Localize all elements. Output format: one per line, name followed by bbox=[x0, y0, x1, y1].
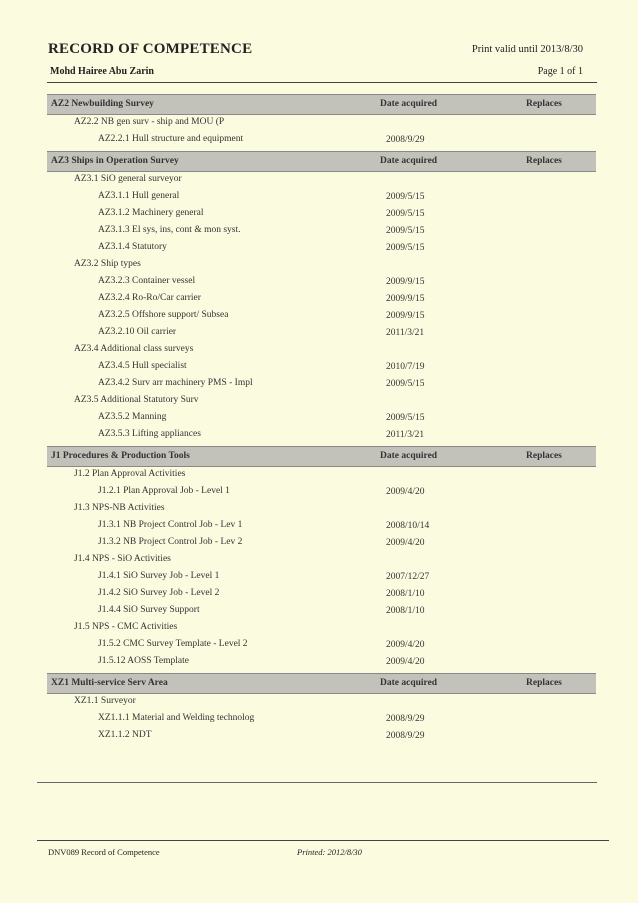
competence-label: AZ3.5.3 Lifting appliances bbox=[98, 429, 201, 439]
competence-item bbox=[47, 728, 596, 745]
date-acquired: 2009/4/20 bbox=[386, 538, 425, 548]
competence-label: AZ3.2.5 Offshore support/ Subsea bbox=[98, 310, 229, 320]
competence-item bbox=[47, 535, 596, 552]
competence-label: AZ2.2 NB gen surv - ship and MOU (P bbox=[74, 117, 225, 127]
replaces-header: Replaces bbox=[526, 99, 562, 109]
competence-label: AZ3.2 Ship types bbox=[74, 259, 141, 269]
date-acquired: 2008/10/14 bbox=[386, 521, 430, 531]
date-acquired-header: Date acquired bbox=[380, 99, 438, 109]
competence-label: J1.4.1 SiO Survey Job - Level 1 bbox=[98, 571, 220, 581]
competence-item bbox=[47, 189, 596, 206]
competence-item bbox=[47, 291, 596, 308]
section-header bbox=[47, 673, 596, 694]
competence-item bbox=[47, 586, 596, 603]
date-acquired: 2009/5/15 bbox=[386, 379, 425, 389]
date-acquired: 2007/12/27 bbox=[386, 572, 430, 582]
footer-printed-date: Printed: 2012/8/30 bbox=[297, 847, 362, 857]
competence-item bbox=[47, 223, 596, 240]
competence-label: J1.3.2 NB Project Control Job - Lev 2 bbox=[98, 537, 243, 547]
competence-group bbox=[47, 467, 596, 484]
competence-label: AZ3.1.2 Machinery general bbox=[98, 208, 204, 218]
date-acquired: 2011/3/21 bbox=[386, 430, 425, 440]
competence-label: J1.3.1 NB Project Control Job - Lev 1 bbox=[98, 520, 243, 530]
page-title: RECORD OF COMPETENCE bbox=[48, 41, 253, 57]
footer-form-name: DNV089 Record of Competence bbox=[48, 847, 160, 857]
competence-label: AZ3.1.3 El sys, ins, cont & mon syst. bbox=[98, 225, 241, 235]
competence-item bbox=[47, 427, 596, 444]
date-acquired: 2009/4/20 bbox=[386, 657, 425, 667]
section-title: AZ2 Newbuilding Survey bbox=[51, 99, 154, 109]
page-number: Page 1 of 1 bbox=[537, 66, 583, 77]
competence-group bbox=[47, 393, 596, 410]
competence-item bbox=[47, 274, 596, 291]
competence-label: J1.2.1 Plan Approval Job - Level 1 bbox=[98, 486, 230, 496]
competence-label: XZ1.1.2 NDT bbox=[98, 730, 152, 740]
competence-label: AZ3.1.1 Hull general bbox=[98, 191, 180, 201]
date-acquired: 2009/5/15 bbox=[386, 243, 425, 253]
date-acquired: 2009/5/15 bbox=[386, 192, 425, 202]
competence-label: AZ3.1 SiO general surveyor bbox=[74, 174, 182, 184]
replaces-header: Replaces bbox=[526, 678, 562, 688]
section-title: XZ1 Multi-service Serv Area bbox=[51, 678, 168, 688]
competence-group bbox=[47, 172, 596, 189]
competence-item bbox=[47, 240, 596, 257]
section-title: AZ3 Ships in Operation Survey bbox=[51, 156, 179, 166]
competence-label: J1.5.12 AOSS Template bbox=[98, 656, 189, 666]
date-acquired: 2008/1/10 bbox=[386, 606, 425, 616]
competence-label: J1.4.4 SiO Survey Support bbox=[98, 605, 200, 615]
competence-label: J1.4.2 SiO Survey Job - Level 2 bbox=[98, 588, 220, 598]
competence-label: AZ3.4.2 Surv arr machinery PMS - Impl bbox=[98, 378, 253, 388]
competence-item bbox=[47, 518, 596, 535]
date-acquired: 2011/3/21 bbox=[386, 328, 425, 338]
date-acquired: 2008/9/29 bbox=[386, 714, 425, 724]
date-acquired: 2009/9/15 bbox=[386, 294, 425, 304]
date-acquired: 2009/4/20 bbox=[386, 487, 425, 497]
competence-label: J1.3 NPS-NB Activities bbox=[74, 503, 165, 513]
date-acquired: 2008/1/10 bbox=[386, 589, 425, 599]
header-divider bbox=[47, 82, 597, 83]
competence-item bbox=[47, 603, 596, 620]
competence-item bbox=[47, 359, 596, 376]
section-header bbox=[47, 446, 596, 467]
section-header bbox=[47, 94, 596, 115]
date-acquired-header: Date acquired bbox=[380, 678, 438, 688]
competence-label: AZ3.2.3 Container vessel bbox=[98, 276, 196, 286]
competence-group bbox=[47, 115, 596, 132]
person-name: Mohd Hairee Abu Zarin bbox=[50, 66, 154, 77]
competence-group bbox=[47, 620, 596, 637]
section-header bbox=[47, 151, 596, 172]
date-acquired: 2009/9/15 bbox=[386, 277, 425, 287]
date-acquired: 2008/9/29 bbox=[386, 135, 425, 145]
competence-item bbox=[47, 376, 596, 393]
competence-label: AZ3.2.4 Ro-Ro/Car carrier bbox=[98, 293, 201, 303]
footer-divider bbox=[37, 840, 609, 841]
competence-group bbox=[47, 501, 596, 518]
competence-label: J1.5.2 CMC Survey Template - Level 2 bbox=[98, 639, 248, 649]
competence-label: AZ3.1.4 Statutory bbox=[98, 242, 167, 252]
date-acquired: 2008/9/29 bbox=[386, 731, 425, 741]
competence-label: AZ3.4.5 Hull specialist bbox=[98, 361, 187, 371]
competence-label: AZ2.2.1 Hull structure and equipment bbox=[98, 134, 244, 144]
competence-item bbox=[47, 132, 596, 149]
competence-label: AZ3.5 Additional Statutory Surv bbox=[74, 395, 199, 405]
competence-group bbox=[47, 257, 596, 274]
competence-label: AZ3.2.10 Oil carrier bbox=[98, 327, 177, 337]
competence-label: J1.2 Plan Approval Activities bbox=[74, 469, 186, 479]
competence-item bbox=[47, 484, 596, 501]
competence-item bbox=[47, 325, 596, 342]
competence-label: J1.5 NPS - CMC Activities bbox=[74, 622, 178, 632]
date-acquired: 2009/9/15 bbox=[386, 311, 425, 321]
competence-label: XZ1.1 Surveyor bbox=[74, 696, 136, 706]
competence-group bbox=[47, 552, 596, 569]
competence-label: AZ3.4 Additional class surveys bbox=[74, 344, 194, 354]
date-acquired: 2009/5/15 bbox=[386, 226, 425, 236]
date-acquired: 2009/5/15 bbox=[386, 413, 425, 423]
date-acquired-header: Date acquired bbox=[380, 156, 438, 166]
competence-item bbox=[47, 654, 596, 671]
competence-item bbox=[47, 569, 596, 586]
date-acquired-header: Date acquired bbox=[380, 451, 438, 461]
replaces-header: Replaces bbox=[526, 156, 562, 166]
bottom-divider bbox=[37, 782, 597, 783]
competence-label: J1.4 NPS - SiO Activities bbox=[74, 554, 171, 564]
date-acquired: 2009/4/20 bbox=[386, 640, 425, 650]
competence-group bbox=[47, 694, 596, 711]
date-acquired: 2010/7/19 bbox=[386, 362, 425, 372]
date-acquired: 2009/5/15 bbox=[386, 209, 425, 219]
competence-item bbox=[47, 711, 596, 728]
competence-label: AZ3.5.2 Manning bbox=[98, 412, 167, 422]
competence-item bbox=[47, 206, 596, 223]
competence-group bbox=[47, 342, 596, 359]
competence-label: XZ1.1.1 Material and Welding technolog bbox=[98, 713, 255, 723]
replaces-header: Replaces bbox=[526, 451, 562, 461]
competence-list bbox=[47, 92, 596, 745]
competence-item bbox=[47, 308, 596, 325]
section-title: J1 Procedures & Production Tools bbox=[51, 451, 190, 461]
print-valid-date: Print valid until 2013/8/30 bbox=[471, 44, 583, 55]
competence-item bbox=[47, 637, 596, 654]
competence-item bbox=[47, 410, 596, 427]
